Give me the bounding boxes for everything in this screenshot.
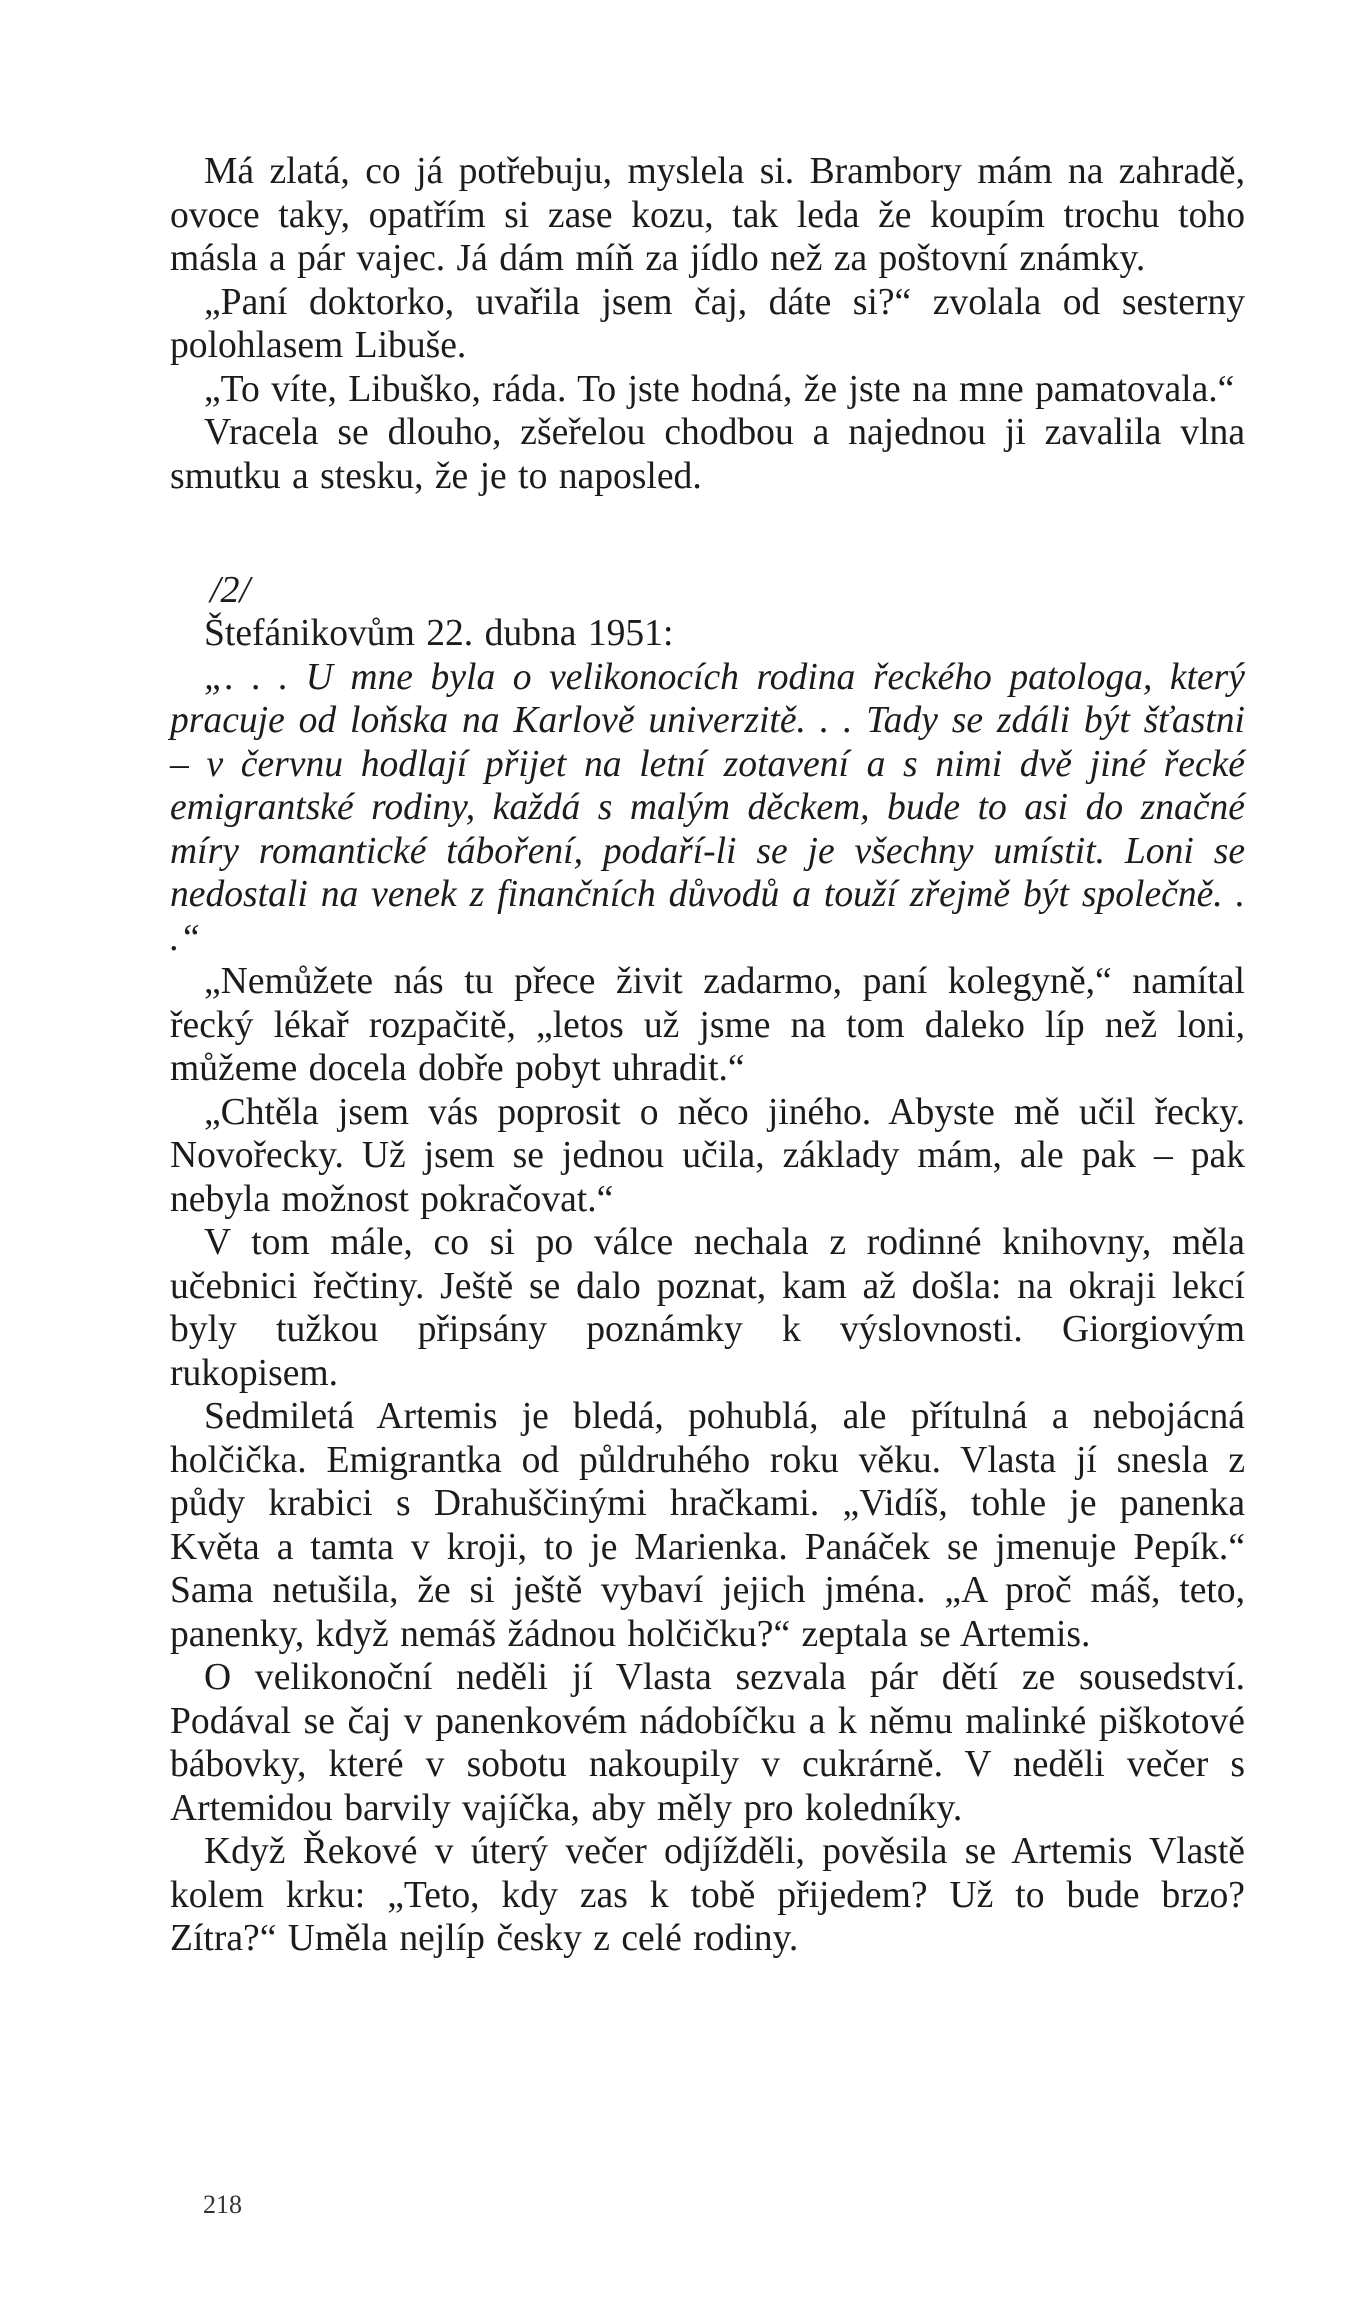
paragraph-5: „Nemůžete nás tu přece živit zadarmo, paní kolegyně,“ namítal řecký lékař rozpačitě, „letos už jsme na tom daleko líp než loni, můžeme docela dobře pobyt uhradit.“	[170, 961, 1245, 1089]
letter-heading: Štefánikovům 22. dubna 1951:	[204, 613, 674, 654]
paragraph-6: „Chtěla jsem vás poprosit o něco jiného. Abyste mě učil řecky. Novořecky. Už jsem se jednou učila, základy mám, ale pak – pak nebyla možnost pokračovat.“	[170, 1091, 1245, 1220]
letter-body: „. . . U mne byla o velikonocích rodina řeckého patologa, který pracuje od loňska na Karlově univerzitě. . . Tady se zdáli být šťastni – v červnu hodlají přijet na letní zotavení a s nimi dvě jiné řecké emigrantské rodiny, každá s malým děckem, bude to asi do značné míry romantické táboření, podaří-li se je všechny umístit. Loni se nedostali na venek z finančních důvodů a touží zřejmě být společně. . .“	[170, 656, 1245, 959]
paragraph-8: Sedmiletá Artemis je bledá, pohublá, ale přítulná a nebojácná holčička. Emigrantka od půldruhého roku věku. Vlasta jí snesla z půdy krabici s Drahuščinými hračkami. „Vidíš, tohle je panenka Květa a tamta v kroji, to je Marienka. Panáček se jmenuje Pepík.“ Sama netušila, že si ještě vybaví jejich jména. „A proč máš, teto, panenky, když nemáš žádnou holčičku?“ zeptala se Artemis.	[170, 1396, 1245, 1655]
page-text	[170, 150, 1245, 1961]
paragraph-4: Vracela se dlouho, zšeřelou chodbou a najednou ji zavalila vlna smutku a stesku, že je to naposled.	[170, 412, 1245, 497]
paragraph-1: Má zlatá, co já potřebuju, myslela si. Brambory mám na zahradě, ovoce taky, opatřím si zase kozu, tak leda že koupím trochu toho másla a pár vajec. Já dám míň za jídlo než za poštovní známky.	[170, 151, 1245, 279]
paragraph-3: „To víte, Libuško, ráda. To jste hodná, že jste na mne pamatovala.“	[204, 368, 1235, 410]
paragraph-7: V tom mále, co si po válce nechala z rodinné knihovny, měla učebnici řečtiny. Ještě se dalo poznat, kam až došla: na okraji lekcí byly tužkou připsány poznámky k výslovnosti. Giorgiovým rukopisem.	[170, 1222, 1245, 1394]
page-number: 218	[203, 2190, 242, 2219]
paragraph-9: O velikonoční neděli jí Vlasta sezvala pár dětí ze sousedství. Podával se čaj v panenkovém nádobíčku a k němu malinké piškotové bábovky, které v sobotu nakoupily v cukrárně. V neděli večer s Artemidou barvily vajíčka, aby měly pro koledníky.	[170, 1657, 1245, 1829]
paragraph-2: „Paní doktorko, uvařila jsem čaj, dáte si?“ zvolala od sesterny polohlasem Libuše.	[170, 281, 1245, 366]
paragraph-10: Když Řekové v úterý večer odjížděli, pověsila se Artemis Vlastě kolem krku: „Teto, kdy zas k tobě přijedem? Už to bude brzo? Zítra?“ Uměla nejlíp česky z celé rodiny.	[170, 1831, 1245, 1959]
section-mark: /2/	[210, 569, 251, 611]
